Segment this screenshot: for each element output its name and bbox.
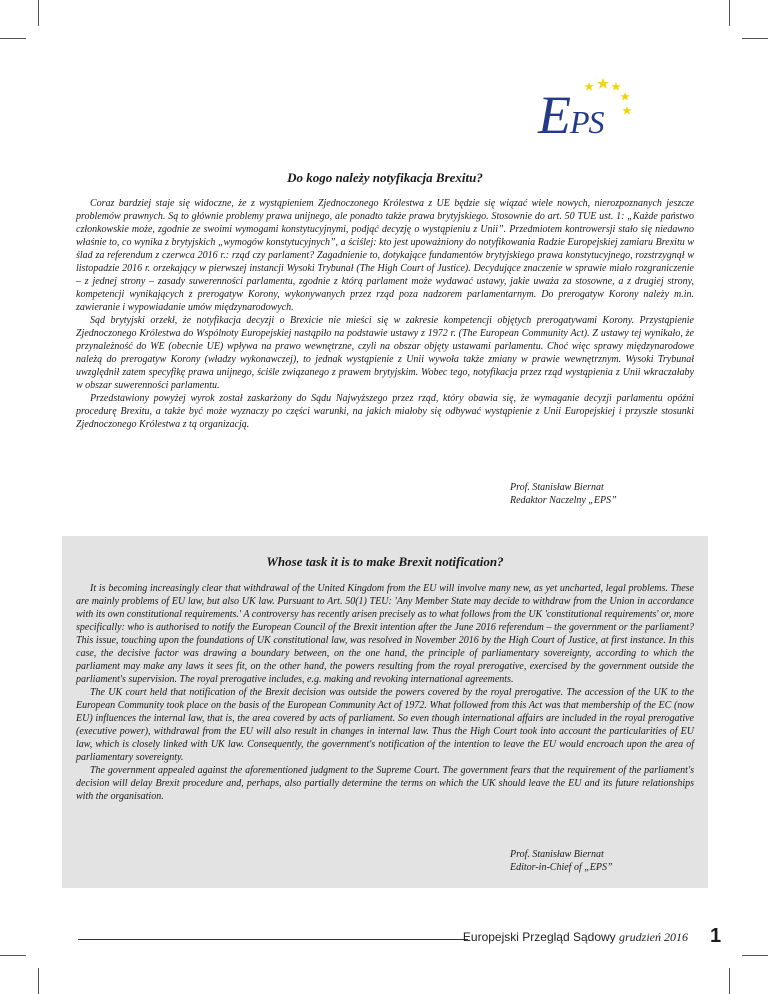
polish-paragraph: Przedstawiony powyżej wyrok został zaskarżony do Sądu Najwyższego przez rząd, który obawia się, że wymaganie decyzji parlamentu opóźni procedurę Brexitu, a także być może wyznaczy po części warunki, na jakich miałoby się odbywać wystąpienie z Unii Europejskiej i przyszłe stosunki Zjednoczonego Królestwa z tą organizacją. (76, 393, 694, 430)
signature-name: Prof. Stanisław Biernat (510, 482, 604, 493)
crop-mark (0, 955, 26, 956)
english-editorial-box (62, 536, 708, 888)
signature-role: Editor-in-Chief of „EPS” (510, 862, 613, 873)
english-signature (510, 848, 613, 874)
english-paragraph: The UK court held that notification of the Brexit decision was outside the powers covered by the royal prerogative. The accession of the UK to the European Community took place on the basis of the European Community Act of 1972. What followed from this Act was that membership of the EC (now EU) influences the internal law, that is, the area covered by acts of parliament. So even though international affairs are included in the royal prerogative (executive power), withdrawal from the EU will also result in changes in internal law. Thus the High Court took into account the particularities of EU law, which is closely linked with UK law. Consequently, the government's notification of the intention to leave the EU would encroach upon the area of parliamentary sovereignty. (76, 687, 694, 763)
polish-paragraph: Coraz bardziej staje się widoczne, że z wystąpieniem Zjednoczonego Królestwa z UE będzie się wiązać wiele nowych, nierozpoznanych jeszcze problemów prawnych. Są to głównie problemy prawa unijnego, ale ponadto także prawa brytyjskiego. Stosownie do art. 50 TUE ust. 1: „Każde państwo członkowskie może, zgodnie ze swoimi wymogami konstytucyjnymi, podjąć decyzję o wystąpieniu z Unii”. Przedmiotem kontrowersji stało się niedawno właśnie to, co wynika z brytyjskich „wymogów konstytucyjnych”, a ściślej: kto jest upoważniony do notyfikowania Radzie Europejskiej zamiaru Brexitu w ślad za referendum z czerwca 2016 r.: rząd czy parlament? Zagadnienie to, dotykające fundamentów brytyjskiego prawa konstytucyjnego, rozstrzygnął w listopadzie 2016 r. orzekający w pierwszej instancji Wysoki Trybunał (The High Court of Justice). Decydujące znaczenie w sprawie miało rozgraniczenie – z jednej strony – zasady suwerenności parlamentu, zgodnie z którą parlament może wydawać ustawy, jakie uważa za stosowne, a z drugiej strony, kompetencji wynikających z prerogatyw Korony, wykonywanych przez rząd poza nadzorem parlamentarnym. Do prerogatyw Korony należy m.in. zawieranie i wypowiadanie umów międzynarodowych. (76, 198, 694, 313)
crop-mark (38, 0, 39, 26)
polish-paragraph: Sąd brytyjski orzekł, że notyfikacja decyzji o Brexicie nie mieści się w zakresie kompetencji objętych prerogatywami Korony. Przystąpienie Zjednoczonego Królestwa do Wspólnoty Europejskiej nastąpiło na podstawie ustawy z 1972 r. (The European Community Act). Z ustawy tej wynikało, że przynależność do WE (obecnie UE) wpływa na prawo wewnętrzne, czyli na obszar objęty ustawami parlamentu. Choć więc sprawy międzynarodowe należą do prerogatyw Korony (władzy wykonawczej), to jednak wystąpienie z Unii wywoła także zmiany w prawie wewnętrznym. Wysoki Trybunał uwzględnił zatem specyfikę prawa unijnego, ściśle związanego z prawem brytyjskim. Wobec tego, notyfikacja przez rząd wystąpienia z Unii wkraczałaby w obszar suwerenności parlamentu. (76, 315, 694, 391)
polish-title: Do kogo należy notyfikacja Brexitu? (287, 170, 483, 185)
journal-name: Europejski Przegląd Sądowy (462, 930, 616, 944)
footer-rule (78, 939, 468, 940)
footer-journal (463, 930, 688, 945)
journal-issue: grudzień 2016 (619, 930, 688, 944)
crop-mark (0, 38, 26, 39)
english-paragraph: The government appealed against the aforementioned judgment to the Supreme Court. The government fears that the requirement of the parliament's decision will delay Brexit procedure and, perhaps, also partially determine the terms on which the UK should leave the EU and its future relationships with the organisation. (76, 765, 694, 802)
english-title: Whose task it is to make Brexit notification? (266, 554, 504, 569)
crop-mark (729, 968, 730, 994)
crop-mark (729, 0, 730, 26)
crop-mark (742, 38, 768, 39)
crop-mark (38, 968, 39, 994)
page-number: 1 (710, 925, 722, 947)
signature-name: Prof. Stanisław Biernat (510, 849, 604, 860)
polish-body (76, 197, 694, 431)
signature-role: Redaktor Naczelny „EPS” (510, 495, 617, 506)
eps-logo (532, 76, 632, 148)
polish-signature (510, 481, 617, 507)
logo-wordmark: EPS (538, 85, 604, 145)
polish-editorial (76, 170, 694, 186)
crop-mark (742, 955, 768, 956)
english-paragraph: It is becoming increasingly clear that withdrawal of the United Kingdom from the EU will involve many new, as yet uncharted, legal problems. These are mainly problems of EU law, but also UK law. Pursuant to Art. 50(1) TEU: 'Any Member State may decide to withdraw from the Union in accordance with its own constitutional requirements.' A controversy has recently arisen precisely as to what follows from the UK 'constitutional requirements' or, more specifically: who is authorised to notify the European Council of the Brexit intention after the June 2016 referendum – the government or the parliament? This issue, touching upon the foundations of UK constitutional law, was resolved in November 2016 by the High Court of Justice, at first instance. In this case, the decisive factor was drawing a boundary between, on the one hand, the principle of parliamentary sovereignty, according to which the parliament may make any laws it sees fit, on the other hand, the powers resulting from the royal prerogative, exercised by the government outside the parliament's supervision. The royal prerogative includes, e.g. making and revoking international agreements. (76, 583, 694, 685)
